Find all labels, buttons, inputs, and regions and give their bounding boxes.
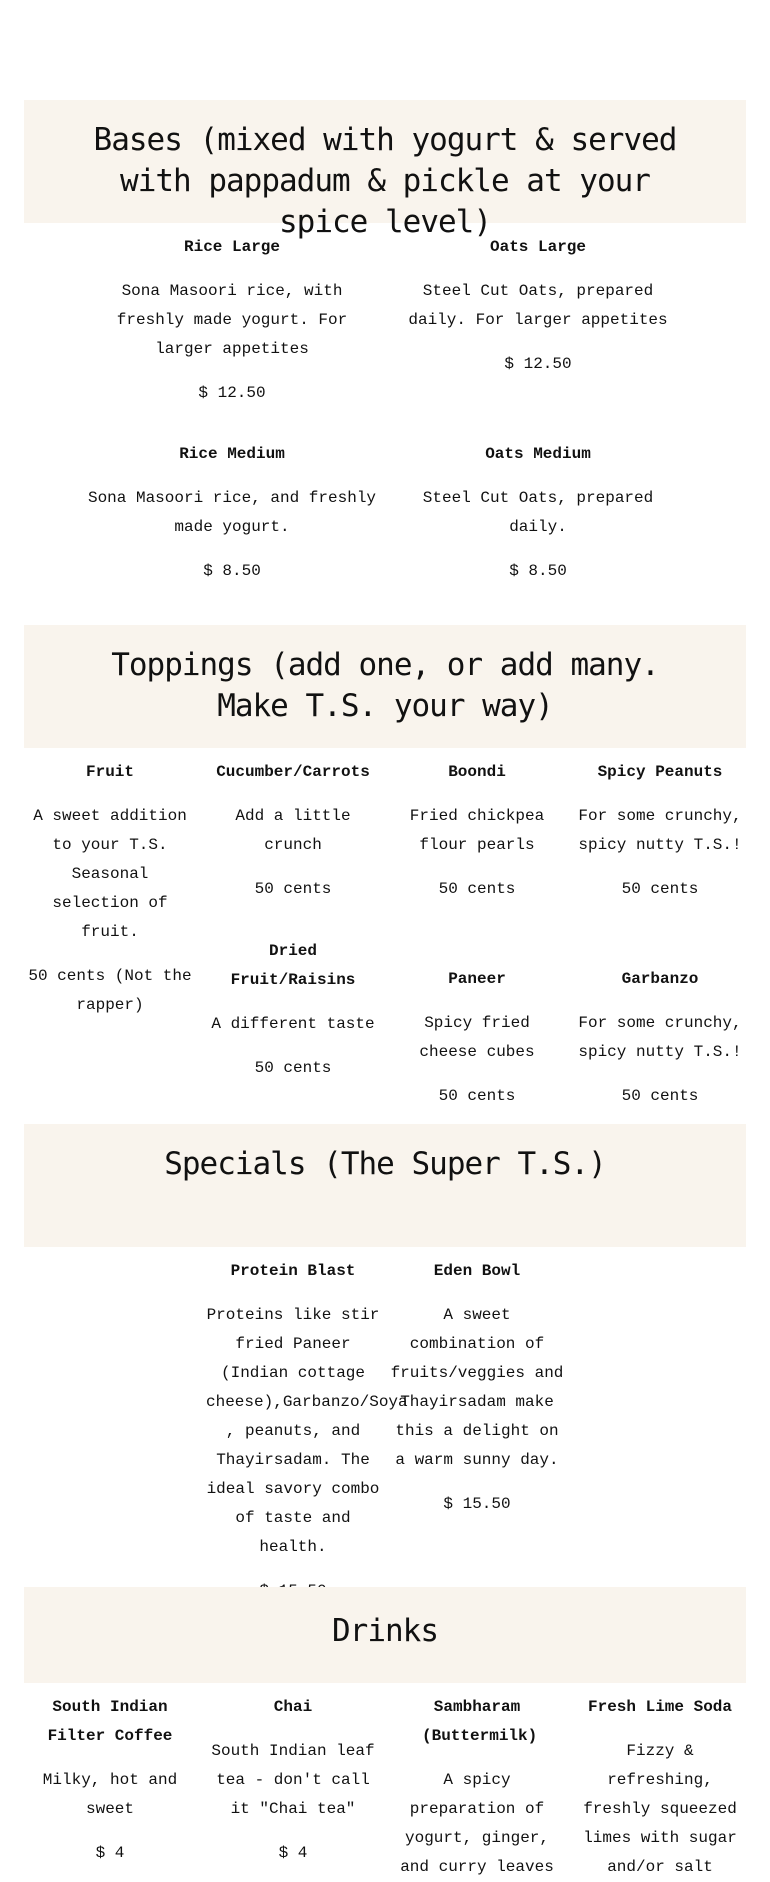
item-price: $ 4 xyxy=(278,1844,308,1862)
menu-item-rice-medium xyxy=(84,440,380,586)
item-description: Sona Masoori rice, and freshly made yogurt. xyxy=(87,489,377,536)
item-price: $ 8.50 xyxy=(203,562,261,580)
item-title: Rice Large xyxy=(183,238,280,256)
item-description: Fried chickpea flour pearls xyxy=(409,807,545,854)
toppings-section-title: Toppings (add one, or add many. Make T.S. your way) xyxy=(111,647,659,724)
item-description: Fizzy & refreshing, freshly squeezed limes with sugar and/or salt xyxy=(583,1742,737,1876)
item-title: Oats Large xyxy=(489,238,586,256)
menu-item-spicy-peanuts xyxy=(578,758,742,904)
item-description: Sona Masoori rice, with freshly made yogurt. For larger appetites xyxy=(116,282,348,358)
item-description: Proteins like stir fried Paneer (Indian cottage cheese),Garbanzo/Soya , peanuts, and Thayirsadam. The ideal savory combo of taste and health. xyxy=(206,1306,408,1556)
item-title: Eden Bowl xyxy=(433,1262,521,1280)
item-price: 50 cents (Not the rapper) xyxy=(28,967,192,1014)
item-title: South Indian Filter Coffee xyxy=(47,1698,173,1745)
item-price: $ 4 xyxy=(95,1844,125,1862)
item-title: Dried Fruit/Raisins xyxy=(230,942,356,989)
menu-item-cucumber-carrots xyxy=(206,758,380,904)
menu-item-fresh-lime-soda xyxy=(578,1693,742,1882)
item-price: $ 8.50 xyxy=(509,562,567,580)
item-title: Cucumber/Carrots xyxy=(216,763,370,781)
item-description: Steel Cut Oats, prepared daily. For larger appetites xyxy=(408,282,668,329)
item-title: Fruit xyxy=(85,763,134,781)
menu-item-sambharam xyxy=(394,1693,560,1882)
item-description: Add a little crunch xyxy=(235,807,351,854)
bases-section-header xyxy=(24,100,746,240)
item-title: Paneer xyxy=(448,970,506,988)
item-title: Fresh Lime Soda xyxy=(587,1698,733,1716)
item-description: A sweet combination of fruits/veggies and Thayirsadam make this a delight on a warm sunny day. xyxy=(390,1306,564,1469)
menu-item-chai xyxy=(206,1693,380,1868)
item-price: 50 cents xyxy=(254,1059,332,1077)
item-price: 50 cents xyxy=(438,880,516,898)
menu-item-fruit xyxy=(28,758,192,1020)
item-price: $ 12.50 xyxy=(504,355,572,373)
item-title: Sambharam (Buttermilk) xyxy=(422,1698,538,1745)
menu-item-rice-large xyxy=(84,233,380,408)
item-price: $ 12.50 xyxy=(198,384,266,402)
item-price: 50 cents xyxy=(438,1087,516,1105)
menu-item-boondi xyxy=(394,758,560,904)
item-title: Spicy Peanuts xyxy=(597,763,723,781)
item-description: A spicy preparation of yogurt, ginger, and curry leaves xyxy=(400,1771,554,1876)
menu-item-paneer xyxy=(394,965,560,1111)
item-description: Spicy fried cheese cubes xyxy=(419,1014,535,1061)
item-description: Milky, hot and sweet xyxy=(42,1771,178,1818)
menu-item-protein-blast xyxy=(206,1257,408,1606)
item-description: For some crunchy, spicy nutty T.S.! xyxy=(578,807,742,854)
item-price: $ 15.50 xyxy=(443,1495,511,1513)
item-title: Chai xyxy=(273,1698,313,1716)
item-description: Steel Cut Oats, prepared daily. xyxy=(422,489,654,536)
item-title: Garbanzo xyxy=(621,970,699,988)
bases-section-title: Bases (mixed with yogurt & served with pappadum & pickle at your spice level) xyxy=(93,122,677,240)
drinks-section-title: Drinks xyxy=(332,1613,438,1649)
menu-item-south-indian-filter-coffee xyxy=(28,1693,192,1868)
menu-item-dried-fruit-raisins xyxy=(206,937,380,1083)
toppings-section-header xyxy=(24,625,746,748)
item-price: 50 cents xyxy=(621,1087,699,1105)
item-price: 50 cents xyxy=(254,880,332,898)
menu-item-garbanzo xyxy=(578,965,742,1111)
specials-section-title: Specials (The Super T.S.) xyxy=(164,1146,606,1182)
drinks-section-header xyxy=(24,1587,746,1683)
item-title: Oats Medium xyxy=(485,445,591,463)
item-title: Boondi xyxy=(448,763,506,781)
menu-item-oats-large xyxy=(395,233,681,379)
menu-item-eden-bowl xyxy=(390,1257,564,1519)
item-price: 50 cents xyxy=(621,880,699,898)
specials-section-header xyxy=(24,1124,746,1247)
item-title: Protein Blast xyxy=(230,1262,356,1280)
menu-item-oats-medium xyxy=(395,440,681,586)
item-title: Rice Medium xyxy=(179,445,285,463)
item-description: South Indian leaf tea - don't call it "Chai tea" xyxy=(211,1742,375,1818)
item-description: For some crunchy, spicy nutty T.S.! xyxy=(578,1014,742,1061)
item-description: A sweet addition to your T.S. Seasonal selection of fruit. xyxy=(33,807,187,941)
item-description: A different taste xyxy=(211,1015,375,1033)
